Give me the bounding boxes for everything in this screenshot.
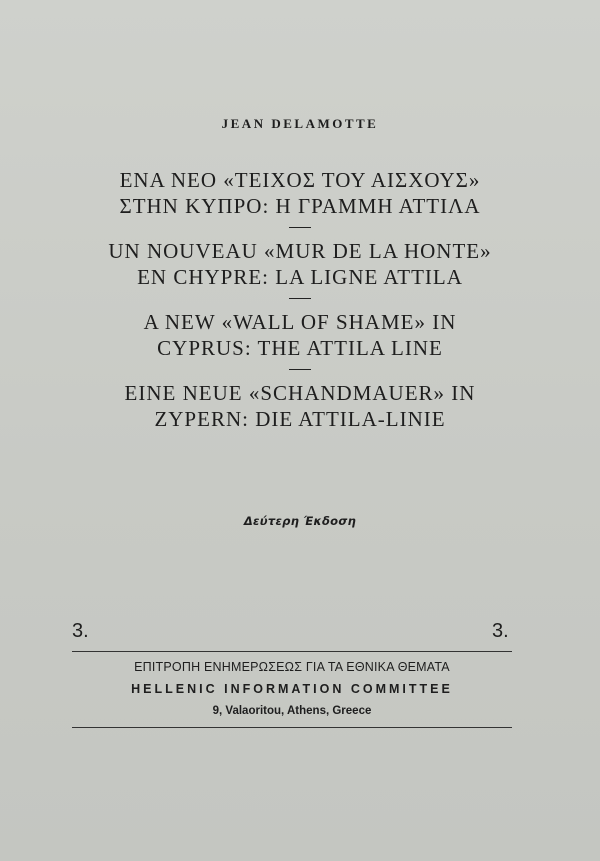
edition-label: Δεύτερη Έκδοση bbox=[243, 514, 357, 528]
publisher-bottom-rule bbox=[72, 727, 512, 728]
title-block bbox=[0, 167, 600, 432]
publisher-top-rule bbox=[72, 651, 512, 652]
title-english-line-2: CYPRUS: THE ATTILA LINE bbox=[157, 336, 443, 360]
publisher-address: 9, Valaoritou, Athens, Greece bbox=[212, 705, 372, 717]
title-french-line-2: EN CHYPRE: LA LIGNE ATTILA bbox=[137, 265, 463, 289]
title-greek-line-2: ΣΤΗΝ ΚΥΠΡΟ: Η ΓΡΑΜΜΗ ΑΤΤΙΛΑ bbox=[119, 194, 481, 218]
title-german-line-2: ZYPERN: DIE ATTILA-LINIE bbox=[154, 407, 446, 431]
separator-dash bbox=[289, 227, 311, 228]
author-name: JEAN DELAMOTTE bbox=[221, 116, 379, 131]
separator-dash bbox=[289, 369, 311, 370]
title-french-line-1: UN NOUVEAU «MUR DE LA HONTE» bbox=[108, 239, 492, 263]
title-german-line-1: EINE NEUE «SCHANDMAUER» IN bbox=[124, 381, 476, 405]
title-english-line-1: A NEW «WALL OF SHAME» IN bbox=[143, 310, 457, 334]
series-number-left: 3. bbox=[72, 620, 89, 642]
series-number-right: 3. bbox=[492, 620, 509, 642]
title-greek-line-1: ΕΝΑ ΝΕΟ «ΤΕΙΧΟΣ ΤΟΥ ΑΙΣΧΟΥΣ» bbox=[119, 168, 481, 192]
separator-dash bbox=[289, 298, 311, 299]
publisher-name-greek: ΕΠΙΤΡΟΠΗ ΕΝΗΜΕΡΩΣΕΩΣ ΓΙΑ ΤΑ ΕΘΝΙΚΑ ΘΕΜΑΤΑ bbox=[134, 660, 450, 674]
publisher-name-english: HELLENIC INFORMATION COMMITTEE bbox=[131, 682, 453, 696]
